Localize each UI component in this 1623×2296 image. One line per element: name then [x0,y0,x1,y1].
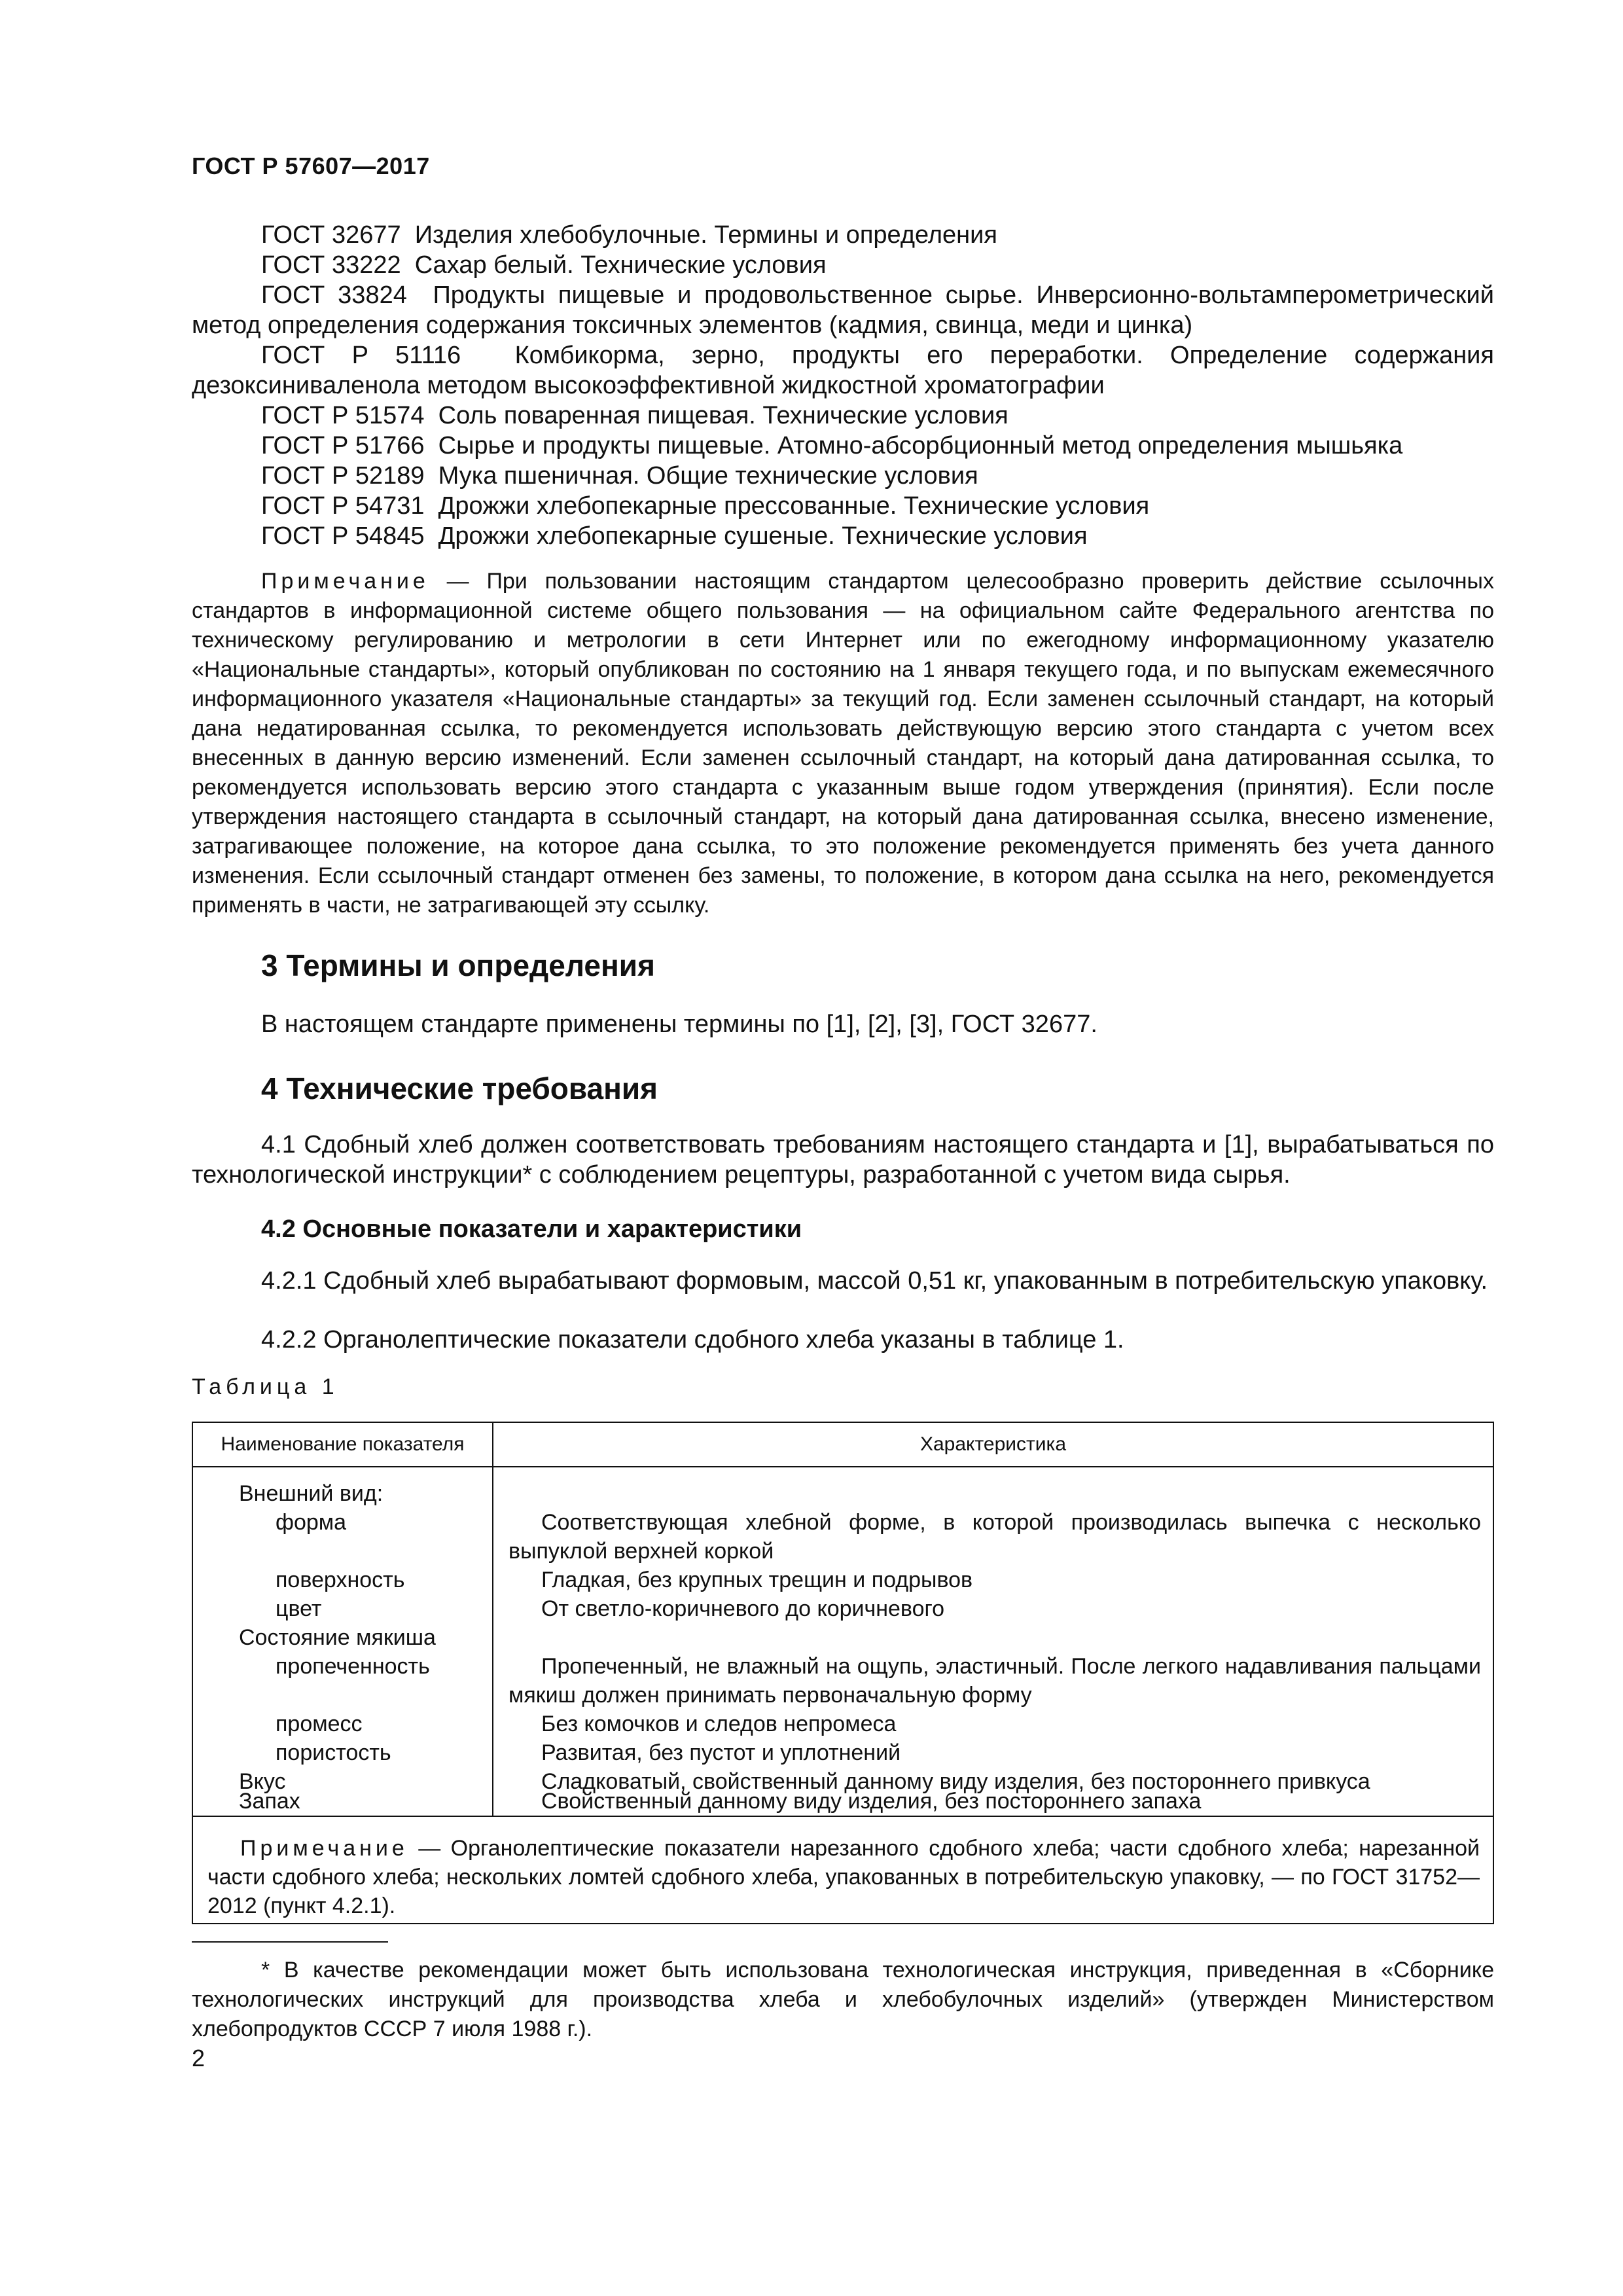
table-note [207,1834,1480,1920]
table-row-value: Развитая, без пустот и уплотнений [541,1740,901,1765]
table-note-text: — Органолептические показатели нарезанного сдобного хлеба; части сдобного хлеба; нарезанной части сдобного хлеба; нескольких ломтей сдобного хлеба, упакованных в потребительскую упаковку, — по ГОСТ 31752—2012 (пункт 4.2.1). [207,1836,1480,1918]
clause-4-1: 4.1 Сдобный хлеб должен соответствовать требованиям настоящего стандарта и [1], вырабатываться по технологической инструкции* с соблюдением рецептуры, разработанной с учетом вида сырья. [192,1131,1494,1189]
reference-title: Соль поваренная пищевая. Технические условия [438,402,1008,429]
references-note [192,567,1494,920]
reference-title: Дрожжи хлебопекарные прессованные. Технические условия [438,492,1150,520]
reference-code: ГОСТ Р 54845 [261,522,425,550]
reference-title: Изделия хлебобулочные. Термины и определения [414,221,997,249]
table-row-label: Запах [239,1789,300,1814]
table-row-value: Без комочков и следов непромеса [541,1712,897,1736]
reference-code: ГОСТ 33222 [261,251,401,279]
table-row-label: пористость [276,1740,391,1765]
section-3-text: В настоящем стандарте применены термины по [1], [2], [3], ГОСТ 32677. [261,1011,1097,1038]
normative-references-list [192,220,1494,551]
table-row-label: форма [276,1510,347,1535]
table-note-divider [193,1816,1493,1817]
note-text: — При пользовании настоящим стандартом целесообразно проверить действие ссылочных стандартов в информационной системе общего пользования — на официальном сайте Федерального агентства по техническому регулированию и метрологии в сети Интернет или по ежегодному информационному указателю «Национальные стандарты», который опубликован по состоянию на 1 января текущего года, и по выпускам ежемесячного информационного указателя «Национальные стандарты» за текущий год. Если заменен ссылочный стандарт, на который дана недатированная ссылка, то рекомендуется использовать действующую версию этого стандарта с учетом всех внесенных в данную версию изменений. Если заменен ссылочный стандарт, на который дана датированная ссылка, то рекомендуется использовать версию этого стандарта с указанным выше годом утверждения (принятия). Если после утверждения настоящего стандарта в ссылочный стандарт, на который дана датированная ссылка, внесено изменение, затрагивающее положение, на которое дана ссылка, то это положение рекомендуется применять без учета данного изменения. Если ссылочный стандарт отменен без замены, то положение, в котором дана ссылка на него, рекомендуется применять в части, не затрагивающей эту ссылку. [192,569,1494,918]
reference-item [192,461,1494,491]
table-row-label: пропеченность [276,1654,430,1679]
table-row-value: Соответствующая хлебной форме, в которой производилась выпечка с несколько выпуклой верхней коркой [508,1510,1481,1564]
reference-code: ГОСТ Р 54731 [261,492,425,520]
table-row-value: Пропеченный, не влажный на ощупь, эластичный. После легкого надавливания пальцами мякиш должен принимать первоначальную форму [508,1654,1481,1708]
table-header-characteristic: Характеристика [919,1433,1067,1455]
reference-item [192,340,1494,401]
section-4-heading: 4 Технические требования [261,1071,658,1105]
reference-code: ГОСТ Р 51766 [261,432,425,459]
table-note-label: Примечание [240,1836,408,1861]
reference-item [192,280,1494,340]
table-row-value: Свойственный данному виду изделия, без постороннего запаха [541,1789,1202,1814]
table-row-label: промесс [276,1712,363,1736]
table-header-divider [193,1466,1493,1467]
reference-title: Сырье и продукты пищевые. Атомно-абсорбционный метод определения мышьяка [438,432,1403,459]
reference-item [192,220,1494,250]
reference-title: Продукты пищевые и продовольственное сырье. Инверсионно-вольтамперометрический метод определения содержания токсичных элементов (кадмия, свинца, меди и цинка) [192,281,1494,339]
organoleptic-table [192,1422,1494,1924]
clause-4-2-1: 4.2.1 Сдобный хлеб вырабатывают формовым, массой 0,51 кг, упакованным в потребительскую упаковку. [261,1267,1488,1295]
reference-item [192,491,1494,521]
reference-code: ГОСТ Р 51574 [261,402,425,429]
reference-item [192,250,1494,280]
page-number: 2 [192,2045,205,2072]
table-column-divider [492,1423,493,1817]
reference-title: Комбикорма, зерно, продукты его переработки. Определение содержания дезоксиниваленола методом высокоэффективной жидкостной хроматографии [192,342,1494,399]
table-row-label: Внешний вид: [239,1481,383,1506]
reference-code: ГОСТ Р 52189 [261,462,425,490]
reference-code: ГОСТ 32677 [261,221,401,249]
clause-4-2-2: 4.2.2 Органолептические показатели сдобного хлеба указаны в таблице 1. [261,1326,1124,1354]
reference-item [192,431,1494,461]
document-header: ГОСТ Р 57607—2017 [192,152,430,179]
table-row-label: цвет [276,1596,322,1621]
reference-code: ГОСТ Р 51116 [261,342,461,369]
table-caption: Таблица 1 [192,1374,339,1399]
section-3-heading: 3 Термины и определения [261,948,655,982]
table-header-indicator: Наименование показателя [221,1433,465,1455]
footnote-separator [192,1941,388,1943]
reference-item [192,521,1494,551]
reference-code: ГОСТ 33824 [261,281,407,309]
reference-item [192,401,1494,431]
reference-title: Дрожжи хлебопекарные сушеные. Технические условия [438,522,1088,550]
clause-4-2-heading: 4.2 Основные показатели и характеристики [261,1215,802,1243]
table-row-value: От светло-коричневого до коричневого [541,1596,945,1621]
note-label: Примечание [261,569,429,594]
table-row-label: Состояние мякиша [239,1625,436,1650]
table-row-value: Гладкая, без крупных трещин и подрывов [541,1568,973,1592]
reference-title: Мука пшеничная. Общие технические условия [438,462,978,490]
table-row-label: поверхность [276,1568,405,1592]
footnote: * В качестве рекомендации может быть использована технологическая инструкция, приведенная в «Сборнике технологических инструкций для производства хлеба и хлебобулочных изделий» (утвержден Министерством хлебопродуктов СССР 7 июля 1988 г.). [192,1958,1494,2041]
table-row-value: Сладковатый, свойственный данному виду изделия, без постороннего привкуса [541,1769,1370,1794]
table-row-label: Вкус [239,1769,286,1794]
reference-title: Сахар белый. Технические условия [414,251,827,279]
